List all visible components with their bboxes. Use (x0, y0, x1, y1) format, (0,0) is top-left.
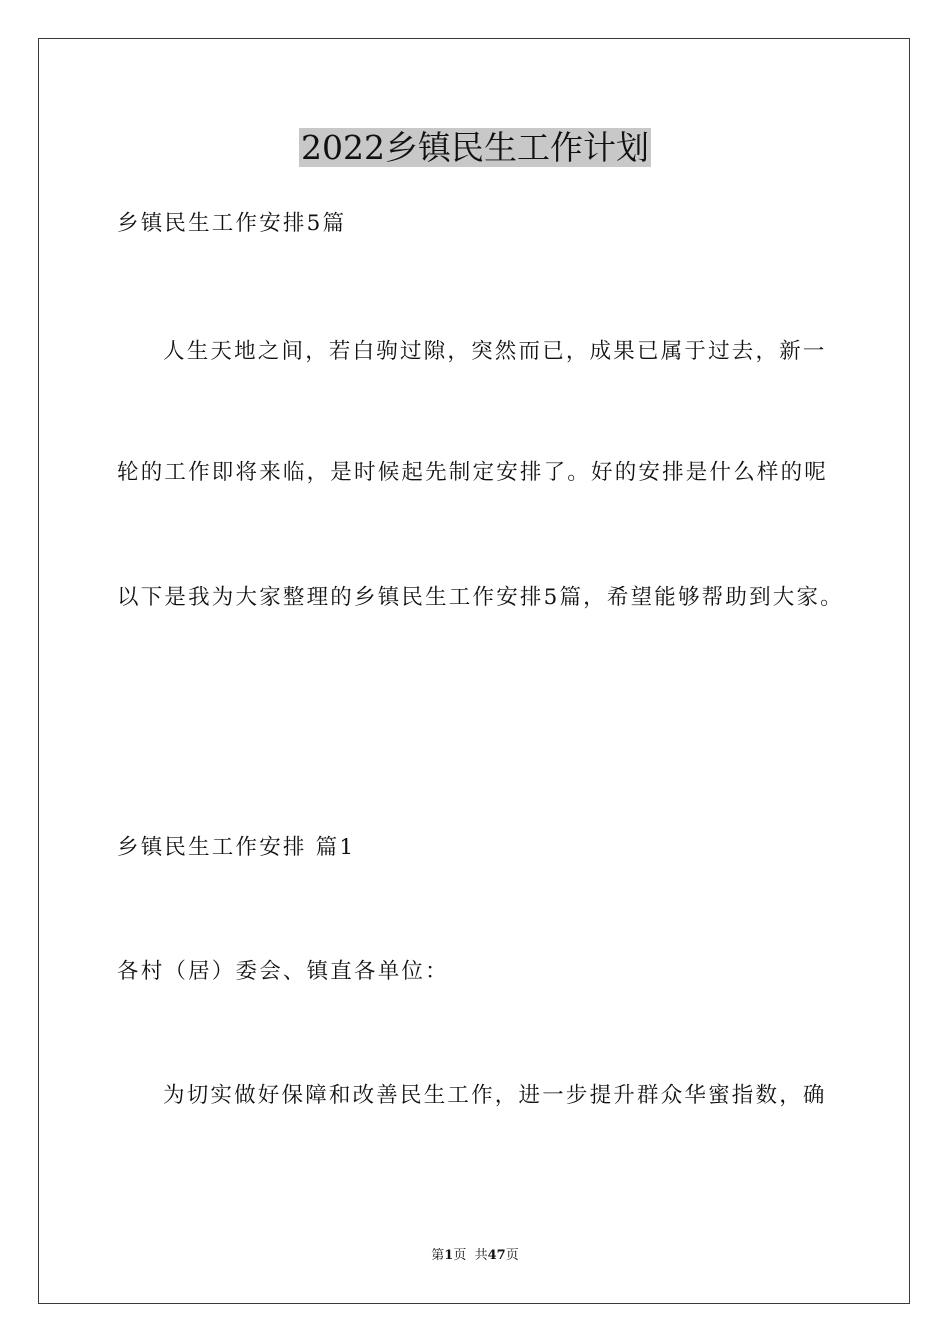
footer-prefix: 第 (431, 1248, 445, 1263)
footer-page-current: 1 (444, 1248, 454, 1263)
document-title (0, 128, 950, 168)
page-footer (0, 1247, 950, 1265)
paragraph-line-3: 以下是我为大家整理的乡镇民生工作安排5篇，希望能够帮助到大家。 (117, 585, 844, 610)
document-subtitle: 乡镇民生工作安排5篇 (117, 211, 347, 236)
body-line: 为切实做好保障和改善民生工作，进一步提升群众华蜜指数，确 (163, 1083, 827, 1108)
footer-suffix: 页 (505, 1248, 519, 1263)
footer-page-total: 47 (487, 1248, 506, 1263)
paragraph-line-2: 轮的工作即将来临，是时候起先制定安排了。好的安排是什么样的呢 (117, 460, 829, 485)
salutation-line: 各村（居）委会、镇直各单位： (117, 959, 449, 984)
section-heading: 乡镇民生工作安排 篇1 (117, 835, 356, 860)
document-title-text: 2022乡镇民生工作计划 (301, 128, 649, 167)
footer-mid: 页 共 (453, 1248, 488, 1263)
paragraph-line-1: 人生天地之间，若白驹过隙，突然而已，成果已属于过去，新一 (163, 339, 827, 364)
